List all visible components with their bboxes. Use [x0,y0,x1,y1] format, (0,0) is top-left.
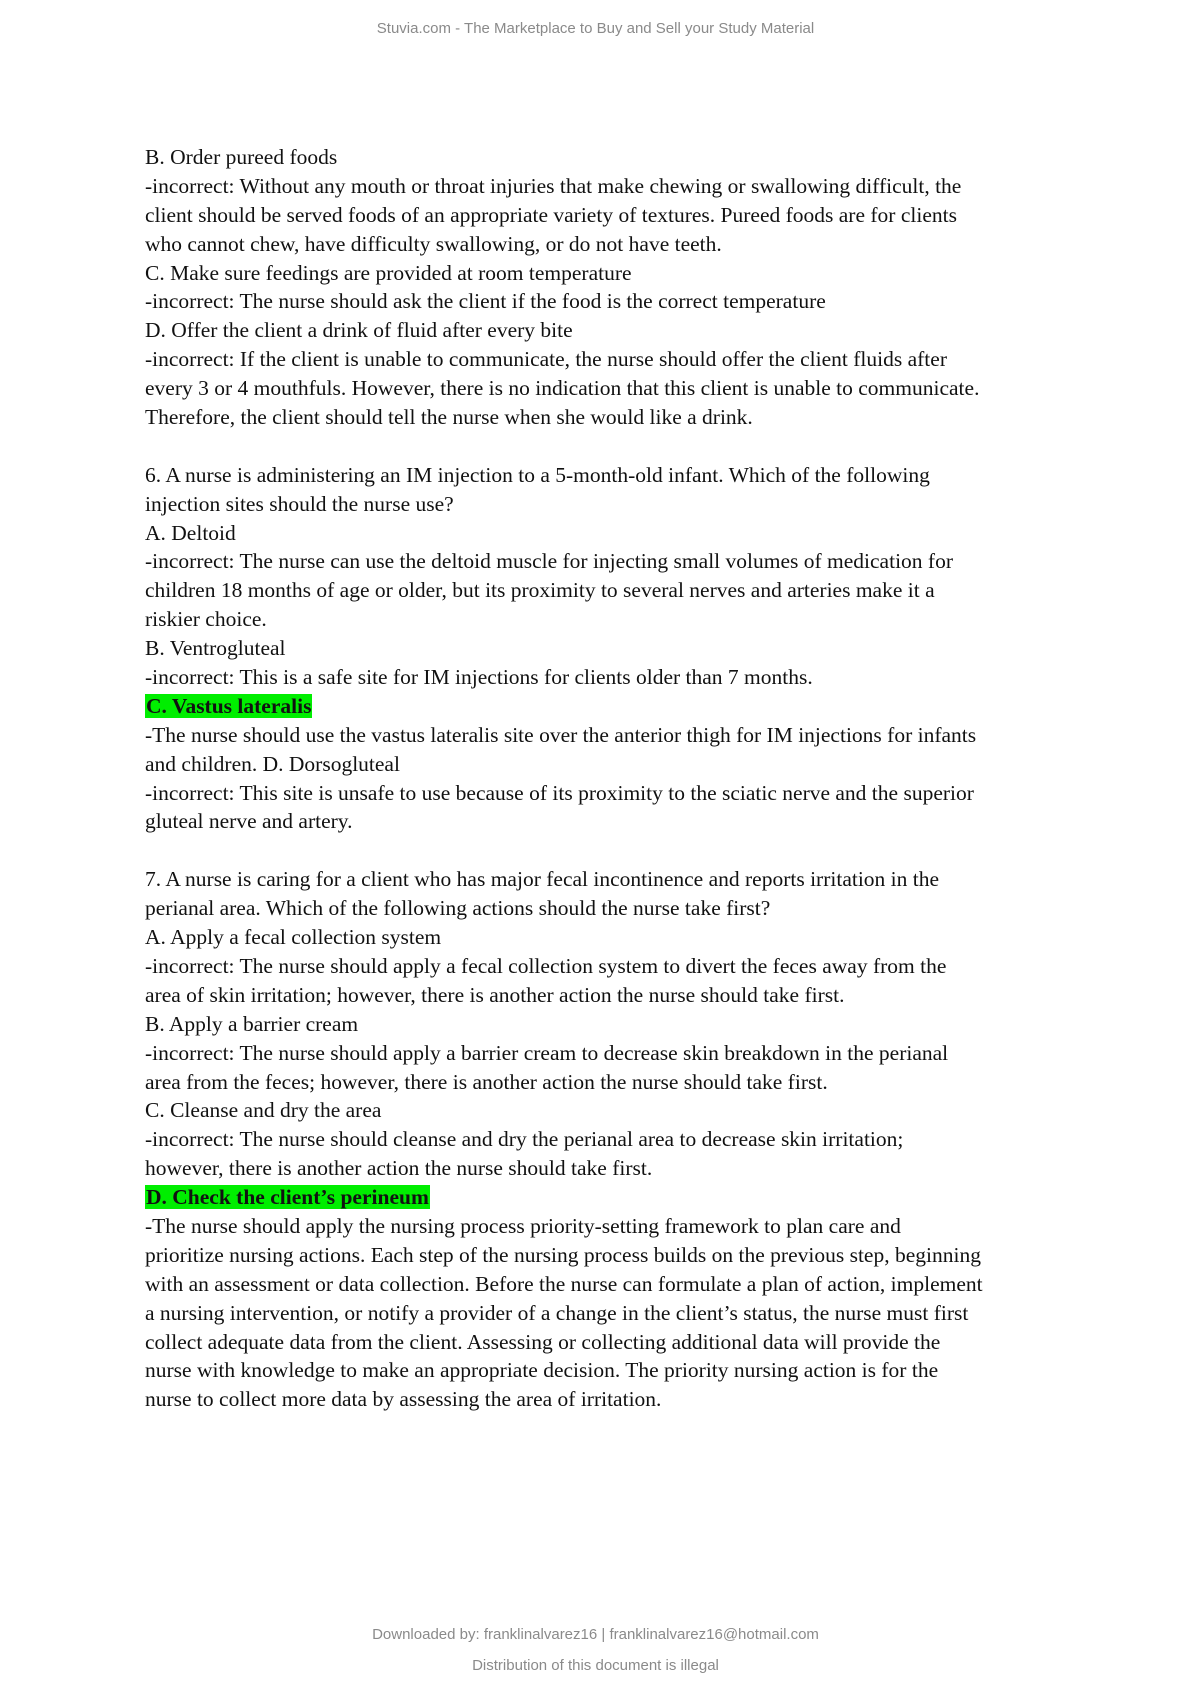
paragraph-gap [145,432,1095,461]
rationale-line: -incorrect: The nurse should ask the client if the food is the correct temperature [145,289,826,314]
rationale-line: children 18 months of age or older, but its proximity to several nerves and arteries make it a [145,578,935,603]
answer-option: D. Offer the client a drink of fluid after every bite [145,318,573,343]
document-body [145,143,1095,1414]
rationale-line: area of skin irritation; however, there is another action the nurse should take first. [145,982,845,1007]
answer-option: C. Cleanse and dry the area [145,1098,382,1123]
rationale-line: gluteal nerve and artery. [145,809,353,834]
rationale-line: riskier choice. [145,607,267,632]
question-stem: 7. A nurse is caring for a client who has major fecal incontinence and reports irritation in the [145,867,940,892]
rationale-line: -incorrect: The nurse can use the deltoid muscle for injecting small volumes of medication for [145,549,953,574]
answer-option: B. Apply a barrier cream [145,1011,359,1036]
rationale-line: -The nurse should apply the nursing process priority-setting framework to plan care and [145,1213,901,1238]
question-stem: 6. A nurse is administering an IM injection to a 5-month-old infant. Which of the following [145,462,930,487]
rationale-line: however, there is another action the nurse should take first. [145,1156,653,1181]
question-stem: injection sites should the nurse use? [145,491,454,516]
rationale-line: with an assessment or data collection. Before the nurse can formulate a plan of action, implement [145,1271,983,1296]
rationale-line: and children. D. Dorsogluteal [145,751,400,776]
correct-answer-line [145,692,1095,721]
rationale-line: Therefore, the client should tell the nurse when she would like a drink. [145,405,753,430]
rationale-line: -incorrect: This site is unsafe to use because of its proximity to the sciatic nerve and the superior [145,780,974,805]
rationale-line: nurse with knowledge to make an appropriate decision. The priority nursing action is for the [145,1358,939,1383]
question-stem: perianal area. Which of the following actions should the nurse take first? [145,896,771,921]
rationale-line: -The nurse should use the vastus lateralis site over the anterior thigh for IM injections for infants [145,722,977,747]
correct-answer-line [145,1183,1095,1212]
answer-option: B. Ventrogluteal [145,636,286,661]
rationale-line: -incorrect: This is a safe site for IM injections for clients older than 7 months. [145,665,813,690]
distribution-notice: Distribution of this document is illegal [472,1657,719,1674]
answer-option: A. Deltoid [145,520,236,545]
rationale-line: -incorrect: The nurse should apply a fecal collection system to divert the feces away from the [145,953,947,978]
answer-option: C. Make sure feedings are provided at room temperature [145,260,632,285]
correct-answer-highlight: C. Vastus lateralis [146,693,312,718]
rationale-line: -incorrect: The nurse should cleanse and dry the perianal area to decrease skin irritation; [145,1127,904,1152]
rationale-line: -incorrect: The nurse should apply a barrier cream to decrease skin breakdown in the perianal [145,1040,949,1065]
rationale-line: a nursing intervention, or notify a provider of a change in the client’s status, the nurse must first [145,1300,969,1325]
rationale-line: nurse to collect more data by assessing the area of irritation. [145,1387,662,1412]
rationale-line: who cannot chew, have difficulty swallowing, or do not have teeth. [145,231,722,256]
rationale-line: collect adequate data from the client. Assessing or collecting additional data will provide the [145,1329,941,1354]
download-notice: Downloaded by: franklinalvarez16 | franklinalvarez16@hotmail.com [372,1626,819,1643]
rationale-line: -incorrect: If the client is unable to communicate, the nurse should offer the client fluids after [145,347,947,372]
rationale-line: client should be served foods of an appropriate variety of textures. Pureed foods are for clients [145,202,957,227]
page-header: Stuvia.com - The Marketplace to Buy and Sell your Study Material [376,20,815,37]
rationale-line: prioritize nursing actions. Each step of the nursing process builds on the previous step, beginning [145,1242,981,1267]
correct-answer-highlight: D. Check the client’s perineum [146,1185,429,1210]
answer-option: B. Order pureed foods [145,145,338,169]
rationale-line: -incorrect: Without any mouth or throat injuries that make chewing or swallowing difficult, the [145,173,962,198]
paragraph-gap [145,836,1095,865]
rationale-line: every 3 or 4 mouthfuls. However, there is no indication that this client is unable to communicate. [145,376,980,401]
answer-option: A. Apply a fecal collection system [145,925,442,950]
rationale-line: area from the feces; however, there is another action the nurse should take first. [145,1069,828,1094]
